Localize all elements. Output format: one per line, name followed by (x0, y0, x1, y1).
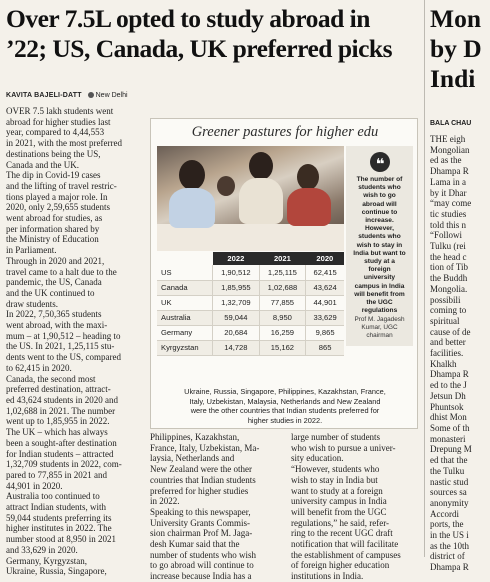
adjacent-body-text-line: spiritual (430, 315, 460, 326)
body-text-line: in 2021, with the most preferred (6, 138, 122, 149)
adjacent-body-text-line: “may come (430, 198, 472, 209)
body-text-line: pared to 77,855 in 2021 and (6, 469, 107, 480)
adjacent-body-text-line: “Followi (430, 230, 463, 241)
body-text-line: 1,32,709 students in 2022, com- (6, 459, 122, 470)
body-text-line: will benefit from the UGC (291, 506, 387, 517)
body-text-line: Ukraine, Russia, Singapore, (6, 566, 107, 577)
byline-author: KAVITA BAJELI-DATT (6, 92, 82, 99)
adjacent-body-text-line: coming to (430, 305, 467, 316)
infographic-footnote (157, 387, 413, 425)
student-count-cell: 77,855 (259, 295, 306, 310)
body-text-line: been a sought-after destination (6, 437, 117, 448)
callout-line: campus in India (354, 282, 405, 290)
body-text-line: OVER 7.5 lakh students went (6, 106, 114, 116)
body-text-line: went up to 1,85,955 in 2022. (6, 416, 110, 427)
body-text-line: pandemic, the US, Canada (6, 277, 102, 288)
body-text-line: and the lifting of travel restric- (6, 180, 117, 191)
country-cell: Australia (157, 310, 213, 325)
adjacent-article-headline (430, 4, 490, 94)
body-text-line: ed 43,624 students in 2020 and (6, 394, 118, 405)
callout-line: wish to stay in (356, 241, 403, 249)
callout-line: increase. (365, 217, 394, 225)
table-row (157, 340, 344, 355)
body-text-line: Speaking to this newspaper, (150, 506, 251, 517)
callout-line: the UGC (366, 299, 393, 307)
body-text-line: want to study at a foreign (291, 485, 383, 496)
country-cell: US (157, 265, 213, 280)
body-text-line: university campus in India (291, 496, 387, 507)
student-count-cell: 1,32,709 (213, 295, 260, 310)
body-text-line: and the UK continued to (6, 287, 95, 298)
body-text-line: 2020, only 2,59,655 students (6, 202, 111, 213)
adjacent-body-text-line: nastic stud (430, 476, 469, 487)
body-text-line: sion chairman Prof M. Jaga- (150, 528, 253, 539)
adjacent-body-text-line: anonymity (430, 497, 469, 508)
callout-line: will benefit from (354, 290, 405, 298)
body-text-line: for Indian students – attracted (6, 448, 114, 459)
adjacent-body-text-line: Some of th (430, 422, 470, 433)
attribution-line: Prof M. Jagadesh (354, 316, 405, 323)
adjacent-body-text-line: as the 10th (430, 540, 469, 551)
student-count-cell: 14,728 (213, 340, 260, 355)
callout-line: India but want to (353, 249, 406, 257)
adjacent-body-text-line: Dhampa R (430, 562, 469, 573)
body-text-line: 59,044 students preferring its (6, 512, 112, 523)
student-count-cell: 33,629 (306, 310, 344, 325)
body-text-line: who wish to pursue a univer- (291, 442, 396, 453)
article-column-1 (6, 106, 144, 577)
body-text-line: year, compared to 4,44,553 (6, 127, 105, 138)
adjacent-body-text-line: ports, the (430, 519, 464, 530)
student-count-cell: 865 (306, 340, 344, 355)
body-text-line: number of students who wish (150, 549, 256, 560)
body-text-line: 1,02,688 in 2021. The number (6, 405, 116, 416)
table-header-cell: 2022 (213, 252, 260, 265)
country-cell: UK (157, 295, 213, 310)
body-text-line: dents went to the US, compared (6, 352, 121, 363)
body-text-line: travel came to a halt due to the (6, 266, 117, 277)
adjacent-body-text-line: by it Dhar (430, 187, 467, 198)
article-column-2 (150, 432, 287, 582)
student-count-cell: 59,044 (213, 310, 260, 325)
body-text-line: Philippines, Kazakhstan, (150, 432, 240, 442)
adjacent-body-text-line: Accordi (430, 508, 459, 519)
body-text-line: Through in 2020 and 2021, (6, 255, 105, 266)
callout-line: However, (365, 225, 394, 233)
body-text-line: attract Indian students, with (6, 502, 106, 513)
callout-line: study at a (364, 258, 395, 266)
body-text-line: “However, students who (291, 464, 380, 475)
adjacent-body-text-line: the Tulku (430, 465, 465, 476)
adjacent-body-text-line: cause of de (430, 326, 471, 337)
body-text-line: and 33,629 in 2020. (6, 544, 78, 555)
body-text-line: went abroad, with the maxi- (6, 320, 108, 331)
body-text-line: of foreign higher education (291, 560, 390, 571)
students-photo (157, 146, 344, 251)
students-abroad-table (157, 252, 344, 356)
callout-line: students who (358, 233, 401, 241)
body-text-line: regulations,” he said, refer- (291, 517, 390, 528)
body-text-line: in Parliament. (6, 245, 57, 256)
country-cell: Canada (157, 280, 213, 295)
table-row (157, 325, 344, 340)
body-text-line: increase because India has a (150, 571, 252, 582)
student-count-cell: 44,901 (306, 295, 344, 310)
article-column-3 (291, 432, 418, 582)
article-headline (6, 4, 418, 64)
adjacent-body-text-line: ed to the J (430, 380, 467, 391)
callout-line: wish to go (363, 192, 396, 200)
adjacent-body-text-line: THE eigh (430, 134, 466, 144)
callout-line: The number of (356, 176, 403, 183)
quote-callout (346, 146, 413, 346)
body-text-line: in 2022. (150, 496, 180, 507)
adjacent-body-text-line: ed as the (430, 155, 462, 166)
body-text-line: New Zealand were the other (150, 464, 252, 475)
adjacent-body-text-line: dhist Mon (430, 412, 467, 423)
callout-quote-text (348, 176, 411, 315)
adjacent-body-text-line: tic studies (430, 208, 467, 219)
adjacent-body-text-line: Drepung M (430, 444, 472, 455)
body-text-line: draw students. (6, 298, 58, 309)
body-text-line: mum – at 1,90,512 – heading to (6, 330, 121, 341)
body-text-line: per information shared by (6, 223, 100, 234)
adjacent-body-text-line: the Buddh (430, 273, 468, 284)
student-count-cell: 16,259 (259, 325, 306, 340)
callout-line: students who (358, 184, 401, 192)
student-count-cell: 1,02,688 (259, 280, 306, 295)
adjacent-body-text-line: facilities. (430, 348, 464, 359)
quote-icon: ❝ (370, 152, 390, 172)
adjacent-body-text-line: Lama in a (430, 176, 466, 187)
callout-line: foreign (368, 266, 391, 274)
byline (6, 92, 128, 99)
headline-line: by D (430, 34, 482, 63)
body-text-line: preferred for higher studies (150, 485, 249, 496)
body-text-line: Germany, Kyrgyzstan, (6, 555, 87, 566)
table-header-cell: 2021 (259, 252, 306, 265)
headline-line: Mon (430, 4, 481, 33)
adjacent-body-text-line: and better (430, 337, 466, 348)
table-row (157, 310, 344, 325)
body-text-line: ring to the recent UGC draft (291, 528, 393, 539)
adjacent-body-text-line: the head c (430, 251, 467, 262)
body-text-line: wish to stay in India but (291, 474, 378, 485)
body-text-line: France, Italy, Uzbekistan, Ma- (150, 442, 260, 453)
infographic-title: Greener pastures for higher edu (191, 124, 379, 140)
table-header-row (157, 252, 344, 265)
student-count-cell: 62,415 (306, 265, 344, 280)
byline-location: New Delhi (95, 92, 128, 99)
student-count-cell: 1,85,955 (213, 280, 260, 295)
country-cell: Kyrgyzstan (157, 340, 213, 355)
body-text-line: laysia, Netherlands and (150, 453, 235, 464)
adjacent-article-column (430, 134, 474, 573)
body-text-line: countries that Indian students (150, 474, 256, 485)
location-pin-icon (88, 92, 94, 98)
attribution-line: Kumar, UGC (361, 324, 398, 331)
body-text-line: higher institutes in 2022. The (6, 523, 112, 534)
body-text-line: sity education. (291, 453, 344, 464)
adjacent-body-text-line: Khalkh (430, 358, 457, 369)
adjacent-body-text-line: Phuntsok (430, 401, 464, 412)
body-text-line: notification that will facilitate (291, 539, 399, 550)
body-text-line: large number of students (291, 432, 381, 442)
body-text-line: went abroad for studies, as (6, 213, 103, 224)
body-text-line: destinations being the US, (6, 148, 101, 159)
body-text-line: preferred destination, attract- (6, 384, 111, 395)
body-text-line: desh Kumar said that the (150, 539, 240, 550)
student-count-cell: 1,25,115 (259, 265, 306, 280)
body-text-line: number stood at 8,950 in 2021 (6, 534, 116, 545)
body-text-line: to go abroad will continue to (150, 560, 254, 571)
country-cell: Germany (157, 325, 213, 340)
adjacent-body-text-line: Jetsun Dh (430, 390, 466, 401)
adjacent-body-text-line: Mongolia. (430, 283, 468, 294)
student-count-cell: 8,950 (259, 310, 306, 325)
headline-line: ’22; US, Canada, UK preferred picks (6, 34, 393, 63)
callout-line: regulations (361, 307, 398, 315)
body-text-line: to 62,415 in 2020. (6, 362, 72, 373)
body-text-line: In 2022, 7,50,365 students (6, 309, 102, 320)
footnote-line: Italy, Uzbekistan, Malaysia, Netherlands and New Zealand (189, 396, 381, 406)
body-text-line: the US. In 2021, 1,25,115 stu- (6, 341, 115, 352)
student-count-cell: 1,90,512 (213, 265, 260, 280)
body-text-line: Australia too continued to (6, 491, 100, 502)
table-row (157, 265, 344, 280)
callout-line: abroad will (362, 200, 397, 208)
callout-line: continue to (361, 208, 398, 216)
adjacent-body-text-line: possibili (430, 294, 461, 305)
body-text-line: Canada, the second most (6, 373, 96, 384)
headline-line: Over 7.5L opted to study abroad in (6, 4, 370, 33)
body-text-line: 44,901 in 2020. (6, 480, 63, 491)
adjacent-body-text-line: ed that the (430, 455, 468, 466)
adjacent-body-text-line: tion of Tib (430, 262, 469, 273)
adjacent-body-text-line: sources sa (430, 487, 467, 498)
adjacent-body-text-line: Dhampa R (430, 369, 469, 380)
body-text-line: abroad for higher studies last (6, 116, 111, 127)
body-text-line: University Grants Commis- (150, 517, 250, 528)
body-text-line: the establishment of campuses (291, 549, 401, 560)
adjacent-byline: BALA CHAU (430, 120, 472, 127)
callout-line: university (363, 274, 396, 282)
table-header-cell: 2020 (306, 252, 344, 265)
column-divider (424, 0, 425, 557)
attribution-line: chairman (366, 332, 393, 339)
body-text-line: tions played a major role. In (6, 191, 108, 202)
student-count-cell: 15,162 (259, 340, 306, 355)
adjacent-body-text-line: Mongolian (430, 144, 470, 155)
footnote-line: higher studies in 2022. (247, 415, 323, 425)
quote-attribution (348, 316, 411, 340)
footnote-line: Ukraine, Russia, Singapore, Philippines, Kazakhstan, France, (184, 387, 386, 396)
adjacent-body-text-line: monasteri (430, 433, 466, 444)
body-text-line: The dip in Covid-19 cases (6, 170, 101, 181)
headline-line: Indi (430, 64, 476, 93)
adjacent-body-text-line: Dhampa R (430, 166, 469, 177)
student-count-cell: 9,865 (306, 325, 344, 340)
student-count-cell: 43,624 (306, 280, 344, 295)
adjacent-body-text-line: Tulku (rei (430, 241, 466, 252)
body-text-line: the Ministry of Education (6, 234, 99, 245)
body-text-line: The UK – which has always (6, 427, 108, 438)
footnote-line: were the other countries that Indian students preferred for (190, 406, 380, 416)
student-count-cell: 20,684 (213, 325, 260, 340)
body-text-line: Canada and the UK. (6, 159, 79, 170)
body-text-line: institutions in India. (291, 571, 364, 582)
adjacent-body-text-line: district of (430, 551, 465, 562)
adjacent-body-text-line: told this n (430, 219, 467, 230)
adjacent-body-text-line: in the US i (430, 530, 469, 541)
infographic-box (150, 118, 418, 429)
table-row (157, 280, 344, 295)
table-header-cell (157, 252, 213, 265)
table-row (157, 295, 344, 310)
